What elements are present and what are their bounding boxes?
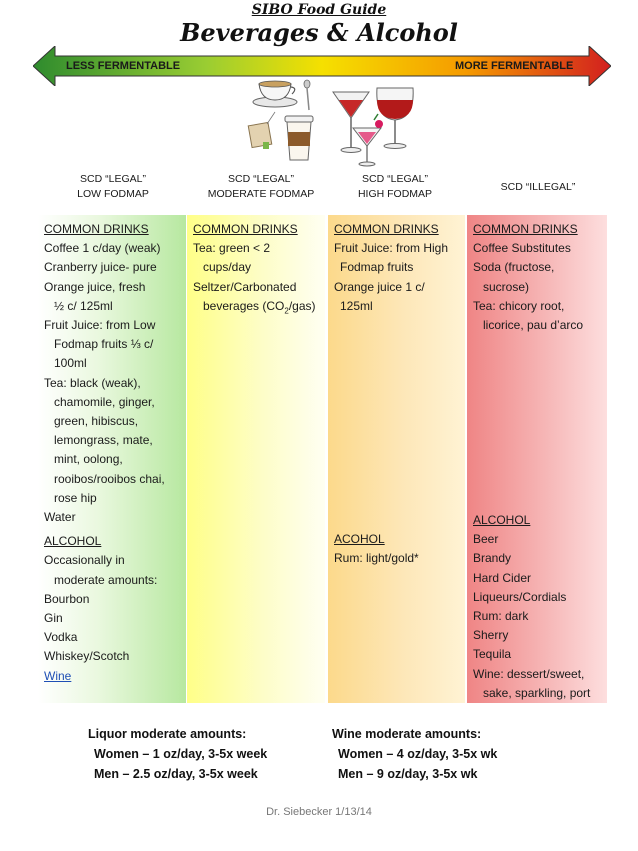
- list-item: Occasionally in: [44, 553, 125, 568]
- co2-text: beverages (CO: [203, 298, 285, 313]
- list-item: green, hibiscus,: [54, 414, 139, 429]
- teacup-icon: [253, 81, 297, 107]
- co2-subscript: 2: [284, 306, 289, 316]
- col1-header-line1: SCD “LEGAL”: [80, 173, 146, 185]
- wine-women: Women – 4 oz/day, 3-5x wk: [338, 747, 498, 761]
- column-moderate-fodmap: [187, 215, 325, 703]
- cocktail-glass-icon: [353, 114, 383, 166]
- col3-header-line2: HIGH FODMAP: [357, 188, 433, 200]
- list-item: mint, oolong,: [54, 452, 123, 467]
- list-item: rooibos/rooibos chai,: [54, 471, 165, 486]
- beverage-icons: [245, 78, 420, 168]
- col4-header: [478, 180, 598, 195]
- list-item: lemongrass, mate,: [54, 433, 153, 448]
- list-item: Tea: chicory root,: [473, 298, 565, 313]
- list-item: Orange juice, fresh: [44, 279, 146, 294]
- list-item: Liqueurs/Cordials: [473, 589, 567, 604]
- wine-glass-icon: [377, 88, 413, 149]
- page-title: Beverages & Alcohol: [180, 18, 458, 47]
- list-item: Orange juice 1 c/: [334, 279, 425, 294]
- wine-men: Men – 9 oz/day, 3-5x wk: [338, 767, 478, 781]
- list-item: Fodmap fruits ⅓ c/: [54, 337, 154, 352]
- gas-text: /gas): [288, 298, 316, 313]
- list-item: sucrose): [483, 279, 530, 294]
- list-item: Coffee 1 c/day (weak): [44, 241, 161, 256]
- list-item: Coffee Substitutes: [473, 241, 571, 256]
- liquor-amounts: [88, 724, 267, 784]
- list-item: Rum: light/gold*: [334, 551, 419, 565]
- list-item: Rum: dark: [473, 609, 529, 624]
- alcohol-section: [473, 511, 590, 703]
- col1-header: [58, 172, 168, 202]
- list-item: Beer: [473, 532, 499, 547]
- list-item: Seltzer/Carbonated: [193, 279, 297, 294]
- col2-header-line1: SCD “LEGAL”: [228, 173, 294, 185]
- section-heading: COMMON DRINKS: [193, 222, 298, 236]
- more-fermentable-label: MORE FERMENTABLE: [455, 60, 574, 72]
- list-item: 100ml: [54, 356, 87, 371]
- list-item: Tea: green < 2: [193, 241, 271, 256]
- less-fermentable-label: LESS FERMENTABLE: [66, 60, 181, 72]
- section-heading: ACOHOL: [334, 532, 385, 546]
- list-item: chamomile, ginger,: [54, 394, 155, 409]
- section-heading: ALCOHOL: [44, 534, 102, 549]
- wine-link[interactable]: Wine: [44, 668, 72, 683]
- list-item: Wine: dessert/sweet,: [473, 666, 585, 681]
- list-item: [193, 297, 321, 321]
- col4-header-line1: SCD “ILLEGAL”: [500, 181, 576, 193]
- list-item: Cranberry juice- pure: [44, 260, 157, 275]
- list-item: Fruit Juice: from Low: [44, 318, 156, 333]
- list-item: Sherry: [473, 628, 509, 643]
- list-item: Bourbon: [44, 591, 90, 606]
- list-item: Tequila: [473, 647, 512, 662]
- list-item: moderate amounts:: [54, 572, 158, 587]
- list-item: Tea: black (weak),: [44, 375, 141, 390]
- list-item: Soda (fructose,: [473, 260, 555, 275]
- col3-header-line1: SCD “LEGAL”: [362, 173, 428, 185]
- list-item: Fruit Juice: from High: [334, 241, 449, 256]
- list-item: licorice, pau d’arco: [483, 318, 584, 333]
- wine-amounts: [332, 724, 497, 784]
- col1-header-line2: LOW FODMAP: [77, 188, 149, 200]
- list-item: Vodka: [44, 630, 78, 645]
- list-item: Water: [44, 510, 76, 525]
- col3-header: [340, 172, 450, 202]
- list-item: Whiskey/Scotch: [44, 649, 130, 664]
- list-item: Fodmap fruits: [340, 260, 414, 275]
- wine-title: Wine moderate amounts:: [332, 727, 482, 741]
- column-high-fodmap: [328, 215, 465, 703]
- section-heading: ALCOHOL: [473, 513, 531, 527]
- martini-glass-icon: [333, 92, 369, 153]
- list-item: Gin: [44, 611, 63, 626]
- list-item: sake, sparkling, port: [483, 685, 591, 700]
- list-item: ½ c/ 125ml: [54, 298, 113, 313]
- liquor-men: Men – 2.5 oz/day, 3-5x week: [94, 767, 258, 781]
- list-item: 125ml: [340, 298, 373, 313]
- guide-subtitle: SIBO Food Guide: [251, 2, 387, 18]
- liquor-title: Liquor moderate amounts:: [88, 727, 247, 741]
- liquor-women: Women – 1 oz/day, 3-5x week: [94, 747, 268, 761]
- section-heading: COMMON DRINKS: [44, 222, 149, 236]
- section-heading: COMMON DRINKS: [473, 222, 578, 236]
- list-item: Hard Cider: [473, 570, 532, 585]
- list-item: Brandy: [473, 551, 512, 566]
- col2-header-line2: MODERATE FODMAP: [207, 188, 315, 200]
- column-low-fodmap: [38, 215, 186, 703]
- list-item: rose hip: [54, 490, 97, 505]
- list-item: cups/day: [203, 260, 252, 275]
- coffee-cup-icon: [285, 116, 313, 160]
- spoon-icon: [304, 80, 310, 110]
- author-credit: Dr. Siebecker 1/13/14: [266, 806, 372, 818]
- column-scd-illegal: [467, 215, 607, 703]
- teabag-icon: [248, 112, 275, 149]
- section-heading: COMMON DRINKS: [334, 222, 439, 236]
- col2-header: [196, 172, 326, 202]
